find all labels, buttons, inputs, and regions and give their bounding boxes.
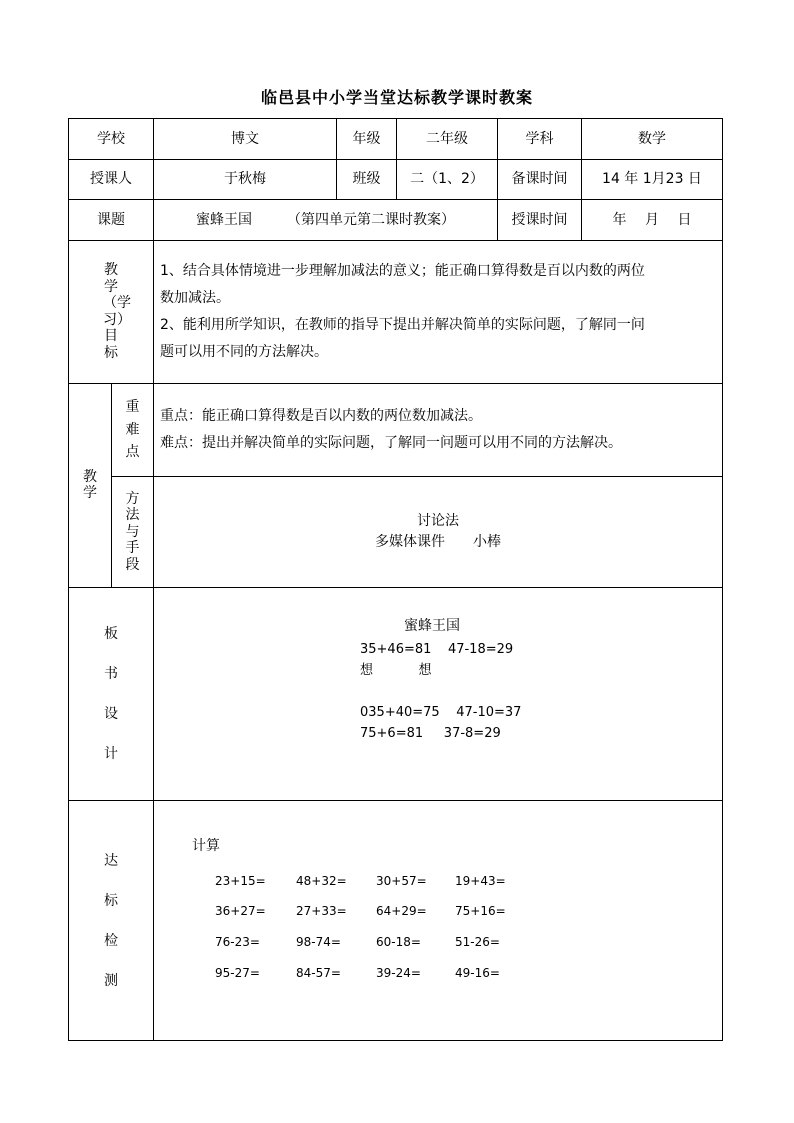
board-label-char: 板	[104, 626, 118, 642]
test-title: 计算	[192, 838, 220, 854]
teacher-value: 于秋梅	[154, 160, 337, 200]
keypoints-label-cell	[112, 384, 154, 477]
board-label-char: 设	[104, 706, 118, 722]
subject-label: 学科	[498, 119, 582, 160]
keypoint-text: 重点：能正确口算得数是百以内数的两位数加减法。	[160, 408, 482, 424]
keypoints-row	[69, 384, 723, 477]
lesson-plan-table	[68, 118, 723, 1041]
subject-value: 数学	[582, 119, 723, 160]
goal-line: 数加减法。	[160, 290, 230, 306]
board-line: 75+6=81 37-8=29	[360, 726, 501, 741]
problem: 49-16=	[455, 966, 500, 980]
keypoints-label: 重难点	[125, 399, 140, 461]
test-content	[154, 801, 723, 1041]
teach-time-label: 授课时间	[498, 200, 582, 241]
board-title: 蜜蜂王国	[404, 618, 460, 634]
goal-line: 题可以用不同的方法解决。	[160, 344, 328, 360]
goals-row	[69, 241, 723, 384]
methods-label-cell	[112, 477, 154, 588]
test-label-char: 检	[104, 932, 118, 949]
method-line: 讨论法	[417, 513, 459, 529]
document-title: 临邑县中小学当堂达标教学课时教案	[260, 88, 533, 107]
problem: 23+15=	[215, 874, 266, 888]
class-label: 班级	[337, 160, 397, 200]
problem: 60-18=	[376, 935, 421, 949]
problem: 95-27=	[215, 966, 260, 980]
header-row-2	[69, 160, 723, 200]
goal-line: 1、结合具体情境进一步理解加减法的意义；能正确口算得数是百以内数的两位	[160, 263, 645, 279]
teach-time-value: 年 月 日	[582, 200, 723, 241]
board-label-cell	[69, 588, 154, 801]
methods-row	[69, 477, 723, 588]
goal-line: 2、能利用所学知识，在教师的指导下提出并解决简单的实际问题，了解同一问	[160, 317, 645, 333]
test-label-char: 达	[104, 852, 118, 869]
problem: 98-74=	[296, 935, 341, 949]
board-content	[154, 588, 723, 801]
test-label-char: 标	[104, 892, 118, 909]
test-label-cell	[69, 801, 154, 1041]
topic-label: 课题	[69, 200, 154, 241]
problem: 27+33=	[296, 904, 347, 918]
problem: 75+16=	[455, 904, 506, 918]
school-label: 学校	[69, 119, 154, 160]
teaching-label-cell	[69, 384, 112, 588]
problem: 48+32=	[296, 874, 347, 888]
problem: 19+43=	[455, 874, 506, 888]
problem: 76-23=	[215, 935, 260, 949]
board-row	[69, 588, 723, 801]
goals-content	[154, 241, 723, 384]
problem: 36+27=	[215, 904, 266, 918]
goals-label: 教学（学习）目标	[103, 262, 131, 361]
header-row-1	[69, 119, 723, 160]
problem: 51-26=	[455, 935, 500, 949]
methods-content	[154, 477, 723, 588]
grade-value: 二年级	[397, 119, 498, 160]
method-line: 多媒体课件 小棒	[375, 534, 501, 550]
teaching-label: 教学	[83, 468, 97, 502]
board-line: 想 想	[360, 663, 432, 678]
problem: 39-24=	[376, 966, 421, 980]
test-label-char: 测	[104, 972, 118, 989]
keypoints-content	[154, 384, 723, 477]
board-label-char: 计	[104, 746, 118, 762]
test-row	[69, 801, 723, 1041]
topic-value: 蜜蜂王国 （第四单元第二课时教案）	[154, 200, 498, 241]
problem: 30+57=	[376, 874, 427, 888]
class-value: 二（1、2）	[397, 160, 498, 200]
goals-label-cell	[69, 241, 154, 384]
school-value: 博文	[154, 119, 337, 160]
grade-label: 年级	[337, 119, 397, 160]
board-line: 035+40=75 47-10=37	[360, 705, 522, 720]
header-row-3	[69, 200, 723, 241]
prep-time-label: 备课时间	[498, 160, 582, 200]
difficulty-text: 难点：提出并解决简单的实际问题，了解同一问题可以用不同的方法解决。	[160, 435, 622, 451]
teacher-label: 授课人	[69, 160, 154, 200]
problem: 84-57=	[296, 966, 341, 980]
board-label-char: 书	[104, 666, 118, 682]
board-line: 35+46=81 47-18=29	[360, 642, 514, 657]
problem: 64+29=	[376, 904, 427, 918]
prep-time-value: 14 年 1月23 日	[582, 160, 723, 200]
methods-label: 方法与手段	[125, 490, 140, 573]
